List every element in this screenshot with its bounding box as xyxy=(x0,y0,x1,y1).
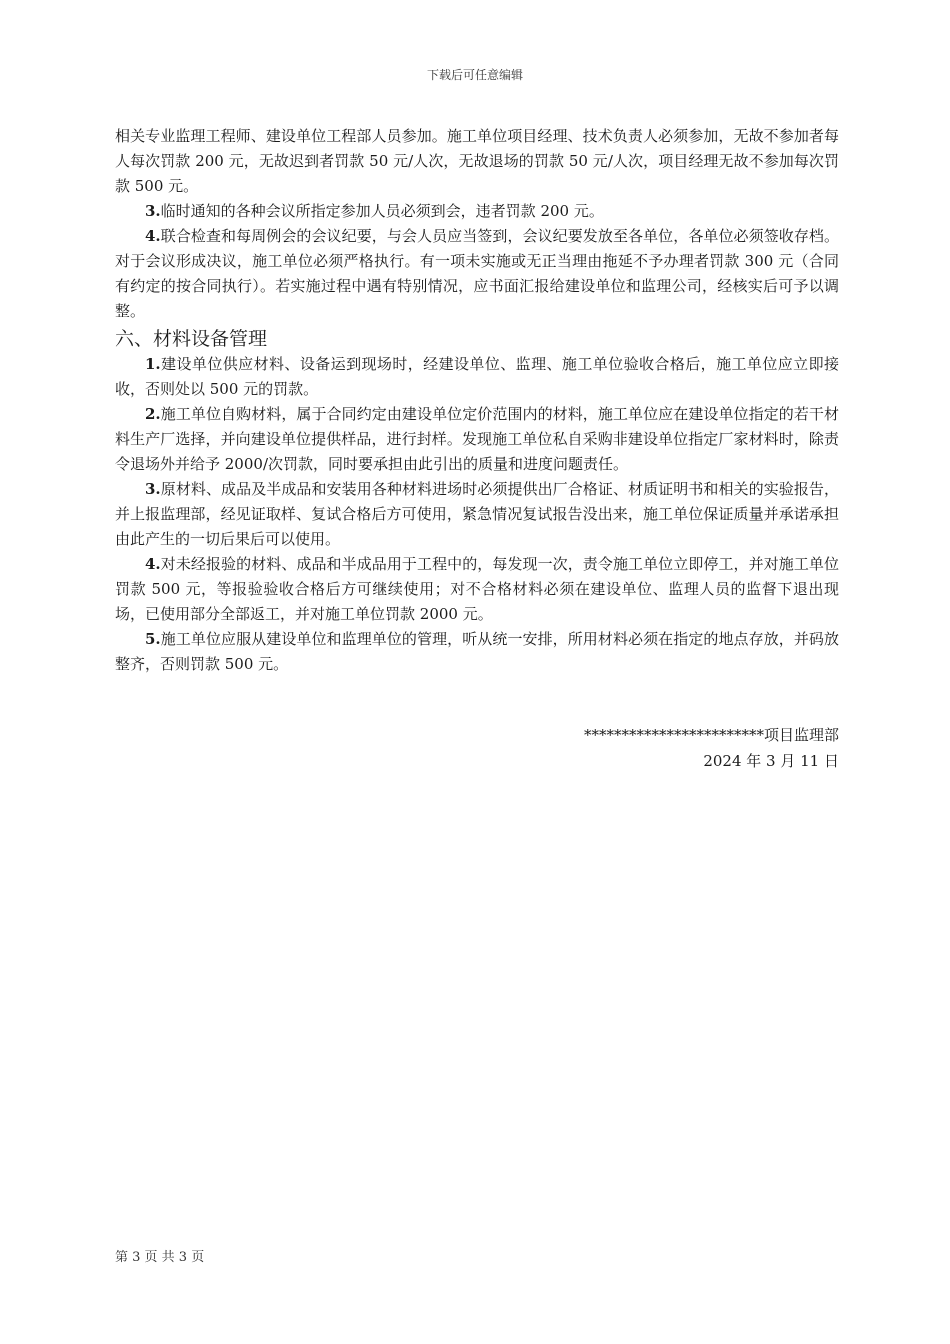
section-heading: 六、材料设备管理 xyxy=(115,328,268,350)
item-text: 联合检查和每周例会的会议纪要，与会人员应当签到，会议纪要发放至各单位，各单位必须签收存档。对于会议形成决议，施工单位必须严格执行。有一项未实施或无正当理由拖延不予办理者罚款 300 元（合同有约定的按合同执行）。若实施过程中遇有特别情况，应书面汇报给建设单位和监理公司，经核实后可予以调整。 xyxy=(115,227,839,320)
item-text: 建设单位供应材料、设备运到现场时，经建设单位、监理、施工单位验收合格后，施工单位应立即接收，否则处以 500 元的罚款。 xyxy=(115,355,839,398)
item-number: 1. xyxy=(145,355,161,373)
item-number: 3. xyxy=(145,202,161,220)
item-number: 4. xyxy=(145,227,161,245)
item-text: 原材料、成品及半成品和安装用各种材料进场时必须提供出厂合格证、材质证明书和相关的实验报告，并上报监理部，经见证取样、复试合格后方可使用，紧急情况复试报告没出来，施工单位保证质量并承诺承担由此产生的一切后果后可以使用。 xyxy=(115,480,839,548)
page-header: 下载后可任意编辑 xyxy=(426,68,523,82)
item-text: 施工单位应服从建设单位和监理单位的管理，听从统一安排，所用材料必须在指定的地点存放，并码放整齐，否则罚款 500 元。 xyxy=(115,630,839,673)
material-item-4 xyxy=(115,552,839,627)
page-footer: 第 3 页 共 3 页 xyxy=(115,1250,205,1265)
signature-date: 2024 年 3 月 11 日 xyxy=(703,752,839,770)
item-number: 3. xyxy=(145,480,161,498)
intro-paragraph: 相关专业监理工程师、建设单位工程部人员参加。施工单位项目经理、技术负责人必须参加，无故不参加者每人每次罚款 200 元，无故迟到者罚款 50 元/人次，无故退场的罚款 50 元/人次，项目经理无故不参加每次罚款 500 元。 xyxy=(115,127,839,195)
material-item-2 xyxy=(115,402,839,477)
meeting-item-4 xyxy=(115,224,839,324)
material-item-5 xyxy=(115,627,839,677)
item-number: 4. xyxy=(145,555,161,573)
signature-org: ************************项目监理部 xyxy=(583,726,839,744)
item-text: 对未经报验的材料、成品和半成品用于工程中的，每发现一次，责令施工单位立即停工，并对施工单位罚款 500 元，等报验验收合格后方可继续使用；对不合格材料必须在建设单位、监理人员的监督下退出现场，已使用部分全部返工，并对施工单位罚款 2000 元。 xyxy=(115,555,839,623)
item-number: 5. xyxy=(145,630,161,648)
material-item-3 xyxy=(115,477,839,552)
item-text: 施工单位自购材料，属于合同约定由建设单位定价范围内的材料，施工单位应在建设单位指定的若干材料生产厂选择，并向建设单位提供样品，进行封样。发现施工单位私自采购非建设单位指定厂家材料时，除责令退场外并给予 2000/次罚款，同时要承担由此引出的质量和进度问题责任。 xyxy=(115,405,839,473)
meeting-item-3 xyxy=(115,199,839,224)
document-body xyxy=(115,124,839,677)
material-item-1 xyxy=(115,352,839,402)
signature-block xyxy=(584,722,839,774)
item-number: 2. xyxy=(145,405,161,423)
item-text: 临时通知的各种会议所指定参加人员必须到会，违者罚款 200 元。 xyxy=(160,202,604,220)
